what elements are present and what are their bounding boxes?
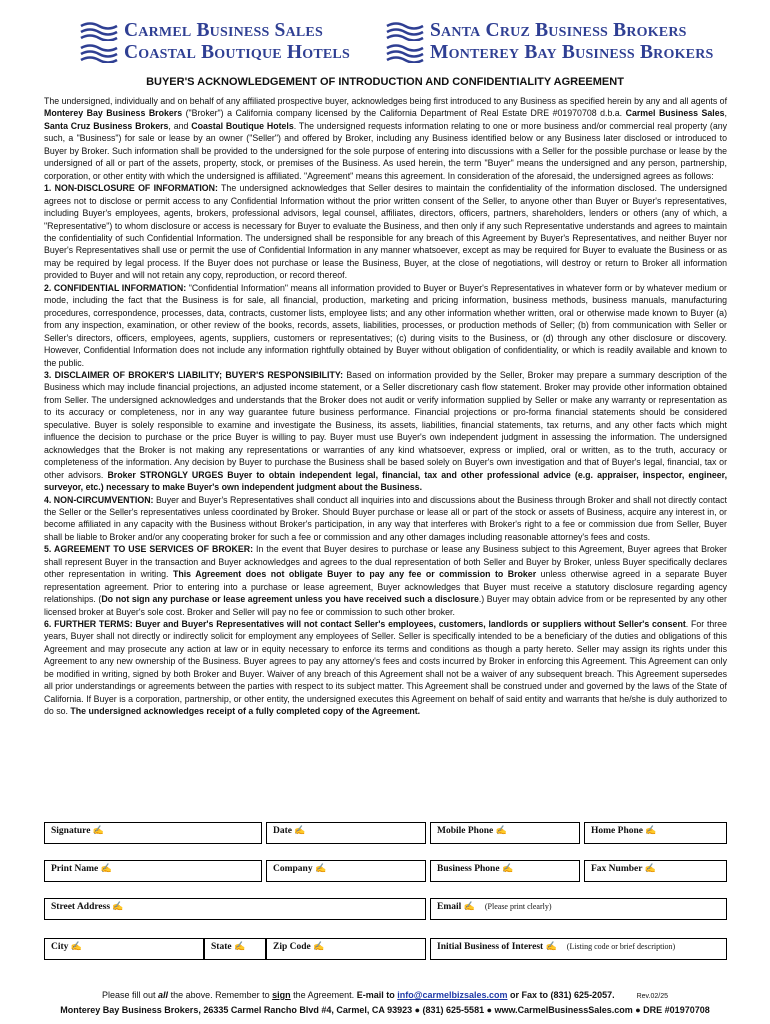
field-label: Company [273,864,313,874]
signature-field[interactable] [44,822,262,844]
zip-code-field[interactable] [266,938,426,960]
header-logos [0,20,770,70]
text: the above. Remember to [168,990,273,1000]
state-field[interactable] [204,938,266,960]
text: , [724,108,727,119]
email-field[interactable] [430,898,727,920]
field-label: Email [437,902,462,912]
pen-icon: ✍ [294,825,306,835]
date-field[interactable] [266,822,426,844]
field-label: Signature [51,826,91,836]
text: the Agreement. [290,990,357,1000]
text: .) Buyer may obtain advice from or be represented by any other licensed broker at Buyer's sole cost. Broker and Seller will pay no fee or commission to such other broker. [44,594,727,617]
initial-business-field[interactable] [430,938,727,960]
text: "Confidential Information" means all information provided to Buyer or Buyer's Representatives in whatever form or by whatever medium or mode, including the fact that the Business is for sale, all financial, production, marketing and pricing information, business methods, business manuals, manufacturing procedures, correspondence, processes, data, contracts, customer lists, employee lists; and any other information whether written, oral or otherwise made known to Buyer (a) from any inspection, examination, or other review of the books, records, assets, liabilities, processes, or production methods of Seller; (b) from communication with Seller or Seller's directors, officers, employees, agents, suppliers, customers or representatives; (c) during visits to the Business, or (d) through any other disclosure or discovery. However, Confidential Information does not include any information rightfully obtained by Buyer without obligation of confidentiality, or which is readily available and known to the public. [44,282,727,368]
pen-icon: ✍ [70,941,83,951]
bold-text: Broker STRONGLY URGES Buyer to obtain independent legal, financial, tax and other professional advice (e.g. appraiser, inspector, engineer, surveyor, etc.) necessary to make Buyer's own independent judgment about the Business. [44,469,728,493]
section-4 [44,494,727,544]
field-label: Business Phone [437,864,500,874]
city-field[interactable] [44,938,204,960]
emphasis-text: sign [272,990,291,1000]
wave-icon [80,43,118,63]
pen-icon: ✍ [645,825,657,835]
text: unless otherwise agreed in a separate Buyer representation agreement. Prior to entering into a purchase or lease agreement, Buyer acknowledges that Buyer must receive a statutory disclosure regarding agency relationships. ( [44,569,728,605]
field-note: (Listing code or brief description) [566,942,676,951]
form-row [44,860,727,882]
emphasis-text: all [158,990,169,1000]
brand-name: Monterey Bay Business Brokers [430,42,714,63]
bold-text: The undersigned acknowledges receipt of a fully completed copy of the Agreement. [70,706,421,717]
section-heading: 3. DISCLAIMER OF BROKER'S LIABILITY; BUYER'S RESPONSIBILITY: [44,369,344,380]
bold-text: Coastal Boutique Hotels [191,120,294,131]
pen-icon: ✍ [233,941,246,951]
pen-icon: ✍ [314,863,327,873]
text: . The undersigned requests information relating to one or more business and/or commercial real property (any such, a "Business") for sale or lease by an owner ("Seller") and offered by Broker, including any Business identified below or any Business later disclosed or introduced to Buyer by Broker. Such information shall be provided to the undersigned for the sole purpose of entering into discussions with a Seller for the possible purchase or lease by the undersigned of all or part of the assets, property, stock, or premises of the Business. As used herein, the term "Buyer" means the undersigned and any person, partnership, corporation, or other entity with which the undersigned is affiliated. "Agreement" means this agreement. In consideration of the aforesaid, the undersigned agrees as follows: [44,120,728,181]
section-heading: 4. NON-CIRCUMVENTION: [44,494,154,505]
section-heading: 6. FURTHER TERMS: Buyer and Buyer's Representatives will not contact Seller's employees, customers, landlords or suppliers without Seller's consent [44,619,686,630]
brand-logo-coastal [80,42,350,64]
text: . For three years, Buyer shall not directly or indirectly solicit for employment any employees of Seller. Seller is specifically intended to be a beneficiary of the duties and obligations of this Agreement and may prosecute any action at law or in equity necessary to enforce its terms and conditions as though a party hereto. Seller may assign its rights under this Agreement to any new ownership of the Business. Buyer agrees to pay any attorney's fees and costs incurred by Broker in enforcing this Agreement. This Agreement can only be modified in writing, signed by both Broker and Buyer. Waiver of any breach of this Agreement shall not be a waiver of any subsequent breach. This Agreement supersedes all prior understandings or agreements between the parties with respect to its subject matter. This Agreement shall be construed under and governed by the laws of the State of California. If Buyer is a corporation, partnership, or other entity, the undersigned executes this Agreement on behalf of said entity and warrants that he/she is duly authorized to do so. [44,619,727,717]
field-label: Initial Business of Interest [437,942,544,952]
text: Please fill out [102,990,159,1000]
bold-text: Santa Cruz Business Brokers [44,120,169,131]
form-row [44,938,727,960]
brand-logo-carmel [80,20,323,42]
brand-logo-santa-cruz [386,20,687,42]
pen-icon: ✍ [545,941,557,951]
text: The undersigned acknowledges that Seller desires to maintain the confidentiality of the information disclosed. The undersigned agrees not to disclose or permit access to any Confidential Information without the prior written consent of the Seller, to anyone other than Buyer or Buyer's representatives, including Buyer's employees, agents, brokers, professional advisors, legal counsel, affiliates, directors, officers, partners, shareholders, lenders or others (any of which, a "Representative") to whom disclosure or access is necessary for Buyer to evaluate the Business, and then only if any such Representative understands and agrees to maintain the confidentiality of such Confidential Information. The undersigned shall be responsible for any breach of this Agreement by Buyer's Representatives, and neither Buyer nor Buyer's Representatives shall use or permit the use of Confidential Information in any manner whatsoever, except as may be required for Buyer to evaluate the Business or as may be required by legal process. If the Buyer does not purchase or lease the Business, Buyer, at the close of negotiations, will destroy or return to Broker all information provided to Buyer and will not retain any copy, reproduction, or record thereof. [44,183,727,281]
text: Buyer and Buyer's Representatives shall conduct all inquiries into and discussions about the Business through Broker and shall not directly contact the Seller or the Seller's representatives unless coordinated by Broker. Should Buyer purchase or lease all or part of the stock or assets of Business, acquire any interest in, or become affiliated in any capacity with the Business without Broker's participation, in any way that interferes with Broker's right to a fee or commission due from Seller, Buyer shall be liable to Broker and/or any cooperating broker for such a fee or commission and any other damages including reasonable attorney's fees and costs. [44,494,727,542]
field-label: Home Phone [591,826,643,836]
pen-icon: ✍ [495,825,507,835]
bold-text: This Agreement does not obligate Buyer to pay any fee or commission to Broker [172,569,537,580]
section-2 [44,282,727,369]
pen-icon: ✍ [644,863,656,873]
form-row [44,822,727,844]
pen-icon: ✍ [501,863,514,873]
pen-icon: ✍ [313,941,325,951]
section-6 [44,618,727,718]
brand-name: Carmel Business Sales [124,20,323,41]
fax-text: or Fax to (831) 625-2057. [507,990,615,1000]
document-title: BUYER'S ACKNOWLEDGEMENT OF INTRODUCTION AND CONFIDENTIALITY AGREEMENT [146,76,624,88]
bold-text: Carmel Business Sales [625,108,725,119]
pen-icon: ✍ [92,825,105,835]
street-address-field[interactable] [44,898,426,920]
section-heading: 5. AGREEMENT TO USE SERVICES OF BROKER: [44,544,254,555]
revision-label: Rev.02/25 [636,993,668,1000]
field-note: (Please print clearly) [484,902,552,911]
email-link[interactable]: info@carmelbizsales.com [397,990,508,1000]
wave-icon [386,21,424,41]
field-label: Zip Code [273,942,311,952]
text: E-mail to [356,990,398,1000]
pen-icon: ✍ [112,901,124,911]
section-heading: 2. CONFIDENTIAL INFORMATION: [44,282,187,293]
field-label: Print Name [51,864,99,874]
instructions-line [0,990,770,1000]
section-5 [44,543,727,618]
brand-logo-monterey [386,42,714,64]
field-label: Fax Number [591,864,643,874]
field-label: Mobile Phone [437,826,494,836]
text: , and [168,120,192,131]
wave-icon [80,21,118,41]
field-label: State [211,942,232,952]
section-3 [44,369,727,494]
company-address-footer: Monterey Bay Business Brokers, 26335 Carmel Rancho Blvd #4, Carmel, CA 93923 ● (831) 625-5581 ● www.CarmelBusinessSales.com ● DRE #01970708 [60,1005,710,1015]
brand-name: Santa Cruz Business Brokers [430,20,687,41]
print-name-field[interactable] [44,860,262,882]
pen-icon: ✍ [463,901,475,911]
field-label: Street Address [51,902,111,912]
form-row [44,898,727,920]
business-phone-field[interactable] [430,860,580,882]
fax-number-field[interactable] [584,860,727,882]
mobile-phone-field[interactable] [430,822,580,844]
wave-icon [386,43,424,63]
text: The undersigned, individually and on behalf of any affiliated prospective buyer, acknowledges being first introduced to any Business as specified herein by any and all agents of [44,96,728,106]
intro-paragraph [44,95,727,182]
field-label: Date [273,826,292,836]
company-field[interactable] [266,860,426,882]
bold-text: Do not sign any purchase or lease agreement unless you have received such a disclosure [101,594,479,605]
pen-icon: ✍ [100,863,112,873]
text: In the event that Buyer desires to purchase or lease any Business subject to this Agreement, Buyer agrees that Broker shall represent Buyer in the transaction and Buyer acknowledges and agrees to the dual representation of both Seller and Buyer by Broker, unless Buyer specifically declares other representation in writing. [44,544,727,580]
bold-text: Monterey Bay Business Brokers [44,108,183,119]
section-heading: 1. NON-DISCLOSURE OF INFORMATION: [44,183,218,194]
brand-name: Coastal Boutique Hotels [124,42,350,63]
field-label: City [51,942,69,952]
home-phone-field[interactable] [584,822,727,844]
text: ("Broker") a California company licensed by the California Department of Real Estate DRE #01970708 d.b.a. [182,108,626,119]
agreement-body [44,95,727,718]
text: Based on information provided by the Seller, Broker may prepare a summary description of the Business which may include financial projections, an adjusted income statement, or a Seller discretionary cash flow statement. Broker may provide other information obtained from Seller. The undersigned acknowledges and understands that the Broker does not audit or verify information supplied by Seller or make any warranty or representation as to its accuracy or completeness, nor in any way guarantee future business performance. Financial projections or pro-forma financial statements should be considered speculative. Buyer is solely responsible to examine and investigate the Business, its assets, liabilities, financial statements, tax returns, and any other facts which might influence the decision to purchase or the price Buyer is willing to pay. Buyer must use Buyer's own independent judgment in assessing the information. The undersigned acknowledges that the Broker is not making any representations or warranties of any kind whatsoever, express or implied, oral or written, as to the truth, accuracy or completeness of the information. Any decision by Buyer to purchase the Business shall be based solely on Buyer's own investigation and that of Buyer's legal, financial, tax or other advisors. [44,369,728,480]
section-1 [44,182,727,282]
